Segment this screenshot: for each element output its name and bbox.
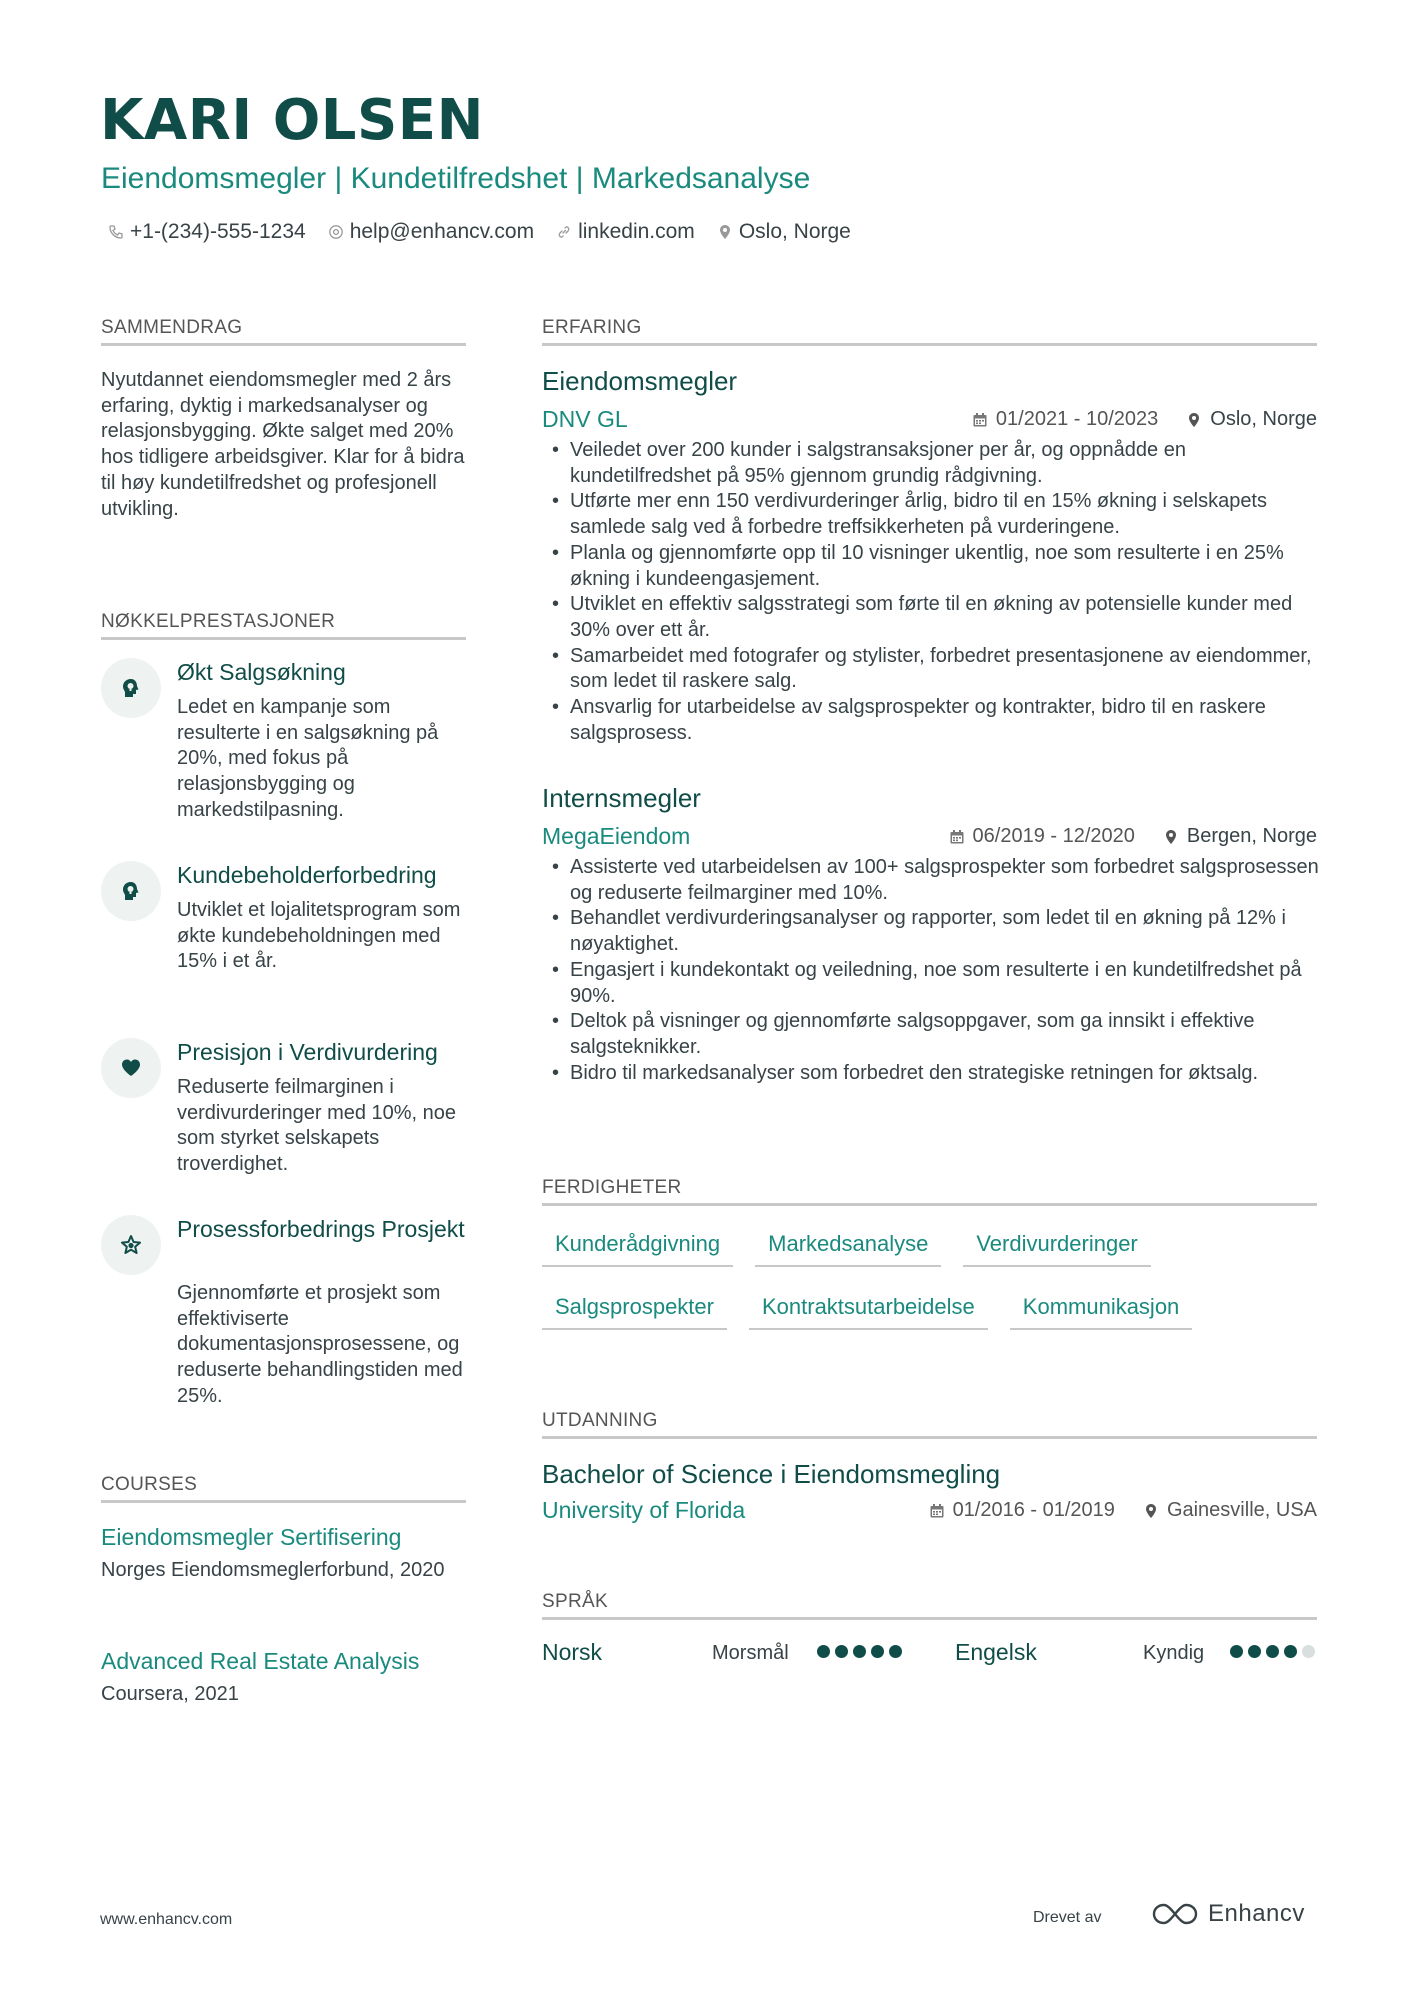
location-pin-icon: [1186, 412, 1202, 428]
education-meta-row: [542, 1497, 1317, 1527]
language-level: Morsmål: [712, 1642, 789, 1664]
job-meta: [972, 408, 1317, 431]
company-name: MegaEiendom: [542, 823, 691, 849]
achievement-title: Kundebeholderforbedring: [177, 862, 437, 888]
skill-tag: Markedsanalyse: [755, 1226, 941, 1267]
location-text: Oslo, Norge: [738, 220, 851, 243]
job-location-text: Oslo, Norge: [1210, 408, 1317, 430]
job-bullets: [552, 438, 1322, 746]
job-bullet: • Deltok på visninger og gjennomførte salgsoppgaver, som ga innsikt i effektive salgsteknikker.: [552, 1009, 1322, 1060]
language-name: Engelsk: [955, 1639, 1037, 1665]
brand-name: Enhancv: [1208, 1900, 1305, 1927]
job-dates: [972, 408, 1158, 431]
achievement-desc: Utviklet et lojalitetsprogram som økte kundebeholdningen med 15% i et år.: [177, 899, 461, 973]
contact-phone[interactable]: [108, 220, 306, 244]
education-dates: [929, 1499, 1115, 1522]
job-bullet: • Engasjert i kundekontakt og veiledning, noe som resulterte i en kundetilfredshet på 90%.: [552, 958, 1322, 1009]
phone-icon: [108, 224, 124, 240]
footer-powered-by: Drevet av: [1033, 1909, 1102, 1926]
language-level: Kyndig: [1143, 1642, 1205, 1664]
achievement-desc: Reduserte feilmarginen i verdivurderinger med 10%, noe som styrket selskapets troverdighet.: [177, 1076, 457, 1176]
achievement-title: Økt Salgsøkning: [177, 659, 346, 685]
rating-dot: [889, 1645, 902, 1658]
rating-dot: [817, 1645, 830, 1658]
job-title: Internsmegler: [542, 783, 701, 813]
link-icon: [556, 224, 572, 240]
rating-dot: [871, 1645, 884, 1658]
achievement-desc: Gjennomførte et prosjekt som effektiviserte dokumentasjonsprosessene, og reduserte behandlingstiden med 25%.: [177, 1282, 463, 1407]
contact-location: [717, 220, 851, 244]
education-location: [1143, 1499, 1317, 1522]
job-bullets: [552, 855, 1322, 1086]
lightbulb-head-icon: [101, 658, 161, 718]
job-bullet: • Assisterte ved utarbeidelsen av 100+ salgsprospekter som forbedret salgsprosessen og reduserte feilmarginer med 10%.: [552, 855, 1322, 906]
job-location: [1163, 825, 1317, 848]
job-meta-row: [542, 823, 1317, 853]
contact-bar: [108, 220, 851, 244]
job-meta: [949, 825, 1317, 848]
skill-tag: Kommunikasjon: [1010, 1289, 1193, 1330]
school-name: University of Florida: [542, 1497, 746, 1523]
job-title: Eiendomsmegler: [542, 366, 738, 396]
skills-list: [542, 1226, 1322, 1352]
infinity-logo-icon: [1152, 1901, 1198, 1927]
education-dates-text: 01/2016 - 01/2019: [952, 1499, 1115, 1521]
education-heading: UTDANNING: [542, 1410, 1317, 1439]
job-bullet: • Samarbeidet med fotografer og stylister, forbedret presentasjonene av eiendommer, som ledet til raskere salg.: [552, 644, 1322, 695]
star-icon: [101, 1215, 161, 1275]
rating-dot: [1302, 1645, 1315, 1658]
job-bullet: • Behandlet verdivurderingsanalyser og rapporter, som ledet til en økning på 12% i nøyaktighet.: [552, 906, 1322, 957]
degree-title: Bachelor of Science i Eiendomsmegling: [542, 1459, 1001, 1489]
job-meta-row: [542, 406, 1317, 436]
job-dates: [949, 825, 1135, 848]
phone-text: +1-(234)-555-1234: [130, 220, 306, 243]
job-bullet: • Planla og gjennomførte opp til 10 visninger ukentlig, noe som resulterte i en 25% økning i kundeengasjement.: [552, 541, 1322, 592]
job-dates-text: 06/2019 - 12/2020: [972, 825, 1135, 847]
job-bullet: • Ansvarlig for utarbeidelse av salgsprospekter og kontrakter, bidro til en raskere salgsprosess.: [552, 695, 1322, 746]
skill-tag: Salgsprospekter: [542, 1289, 727, 1330]
courses-heading: COURSES: [101, 1474, 466, 1503]
job-bullet: • Utviklet en effektiv salgsstrategi som førte til en økning av potensielle kunder med 30% over ett år.: [552, 592, 1322, 643]
enhancv-logo[interactable]: [1152, 1900, 1305, 1928]
job-location-text: Bergen, Norge: [1186, 825, 1317, 847]
job-location: [1186, 408, 1317, 431]
job-dates-text: 01/2021 - 10/2023: [995, 408, 1159, 430]
rating-dot: [835, 1645, 848, 1658]
lightbulb-head-icon: [101, 861, 161, 921]
heart-icon: [101, 1038, 161, 1098]
rating-dot: [1266, 1645, 1279, 1658]
rating-dot: [1284, 1645, 1297, 1658]
contact-linkedin[interactable]: [556, 220, 695, 244]
tagline: Eiendomsmegler | Kundetilfredshet | Markedsanalyse: [101, 162, 811, 195]
location-pin-icon: [1163, 829, 1179, 845]
rating-dot: [853, 1645, 866, 1658]
at-icon: [328, 224, 344, 240]
achievement-title: Prosessforbedrings Prosjekt: [177, 1216, 465, 1242]
summary-text: Nyutdannet eiendomsmegler med 2 års erfaring, dyktig i markedsanalyser og relasjonsbygging. Økte salget med 20% hos tidligere arbeidsgiver. Klar for å bidra til høy kundetilfredshet og profesjonell utvikling.: [101, 369, 465, 520]
skill-tag: Verdivurderinger: [963, 1226, 1150, 1267]
calendar-icon: [949, 829, 965, 845]
skills-heading: FERDIGHETER: [542, 1177, 1317, 1206]
footer-website[interactable]: www.enhancv.com: [100, 1911, 233, 1928]
summary-heading: SAMMENDRAG: [101, 317, 466, 346]
achievement-title: Presisjon i Verdivurdering: [177, 1039, 438, 1065]
candidate-name: KARI OLSEN: [100, 88, 484, 153]
achievements-heading: NØKKELPRESTASJONER: [101, 611, 466, 640]
calendar-icon: [972, 412, 988, 428]
education-location-text: Gainesville, USA: [1166, 1499, 1317, 1521]
location-pin-icon: [717, 224, 733, 240]
skill-tag: Kunderådgivning: [542, 1226, 733, 1267]
linkedin-text: linkedin.com: [578, 220, 695, 243]
rating-dot: [1230, 1645, 1243, 1658]
languages-heading: SPRÅK: [542, 1591, 1317, 1620]
company-name: DNV GL: [542, 406, 628, 432]
language-rating: [1230, 1645, 1315, 1658]
job-bullet: • Utførte mer enn 150 verdivurderinger årlig, bidro til en 15% økning i selskapets samlede salg ved å forbedre treffsikkerheten på vurderingene.: [552, 489, 1322, 540]
language-rating: [817, 1645, 902, 1658]
location-pin-icon: [1143, 1503, 1159, 1519]
email-text: help@enhancv.com: [349, 220, 535, 243]
course-title: Advanced Real Estate Analysis: [101, 1648, 420, 1674]
rating-dot: [1248, 1645, 1261, 1658]
experience-heading: ERFARING: [542, 317, 1317, 346]
achievement-desc: Ledet en kampanje som resulterte i en salgsøkning på 20%, med fokus på relasjonsbygging og markedstilpasning.: [177, 696, 439, 821]
course-title: Eiendomsmegler Sertifisering: [101, 1524, 402, 1550]
education-meta: [929, 1499, 1317, 1522]
calendar-icon: [929, 1503, 945, 1519]
job-bullet: • Veiledet over 200 kunder i salgstransaksjoner per år, og oppnådde en kundetilfredshet på 95% gjennom grundig rådgivning.: [552, 438, 1322, 489]
job-bullet: • Bidro til markedsanalyser som forbedret den strategiske retningen for øktsalg.: [552, 1061, 1322, 1087]
course-provider: Coursera, 2021: [101, 1683, 239, 1705]
contact-email[interactable]: [328, 220, 534, 244]
language-item: [955, 1639, 1320, 1669]
language-item: [542, 1639, 902, 1669]
language-name: Norsk: [542, 1639, 603, 1665]
skill-tag: Kontraktsutarbeidelse: [749, 1289, 988, 1330]
course-provider: Norges Eiendomsmeglerforbund, 2020: [101, 1559, 445, 1581]
